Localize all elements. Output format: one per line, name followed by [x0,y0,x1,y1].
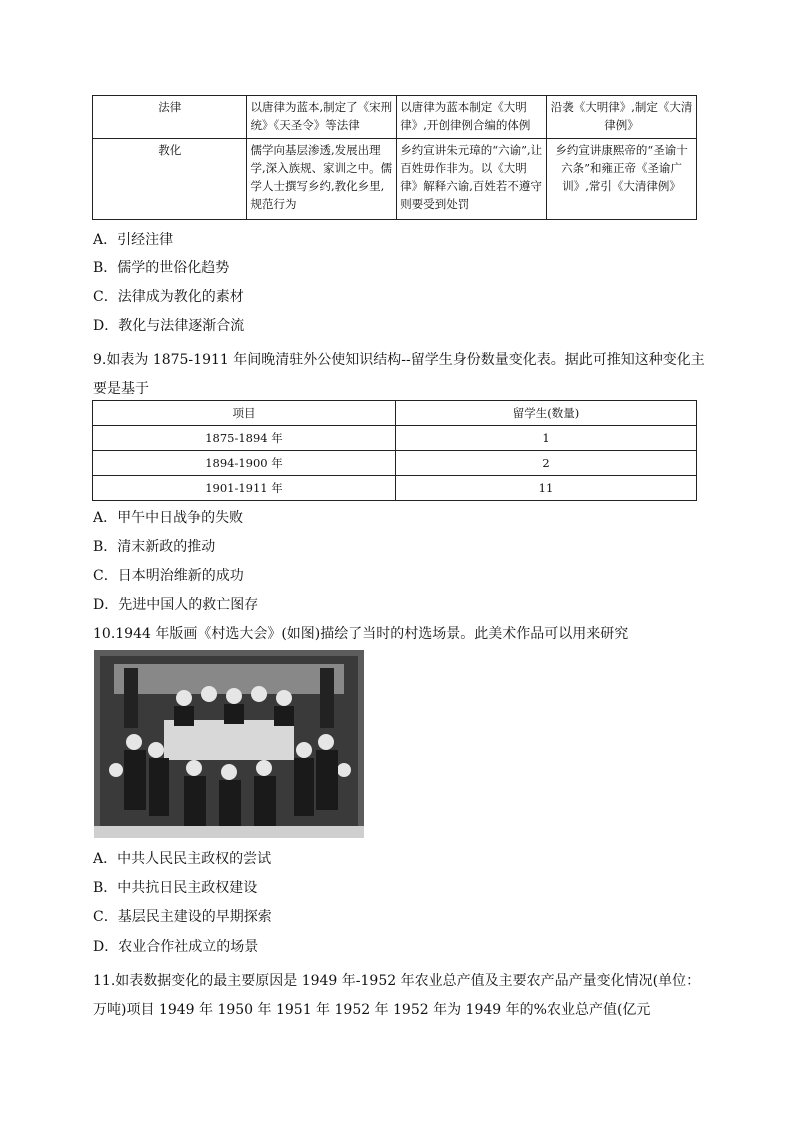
q11-stem: 11.如表数据变化的最主要原因是 1949 年-1952 年农业总产值及主要农产品产量变化情况(单位：万吨)项目 1949 年 1950 年 1951 年 1952 年 1952 年为 1949 年的%农业总产值(亿元 [93,973,701,1018]
table-cell: 1 [396,426,697,451]
law-education-table [92,95,697,220]
q8-option-c: C．法律成为教化的素材 [93,289,244,305]
table-row [93,139,697,220]
table-cell: 乡约宣讲康熙帝的“圣谕十六条”和雍正帝《圣谕广训》,常引《大清律例》 [547,139,697,220]
q9-option-a: A．甲午中日战争的失败 [93,510,244,526]
q9-option-d: D．先进中国人的救亡图存 [93,597,259,613]
table-cell: 法律 [93,96,247,139]
table-cell: 教化 [93,139,247,220]
table-row [93,451,697,476]
q9-option-b: B．清末新政的推动 [93,539,216,555]
table-row [93,476,697,501]
table-row [93,426,697,451]
table-cell: 11 [396,476,697,501]
q9-stem: 9.如表为 1875-1911 年间晚清驻外公使知识结构--留学生身份数量变化表。据此可推知这种变化主要是基于 [93,352,705,397]
table-cell: 2 [396,451,697,476]
table-cell: 以唐律为蓝本制定《大明律》,开创律例合编的体例 [397,96,547,139]
table-row [93,96,697,139]
table-cell: 乡约宣讲朱元璋的“六谕”,让百姓毋作非为。以《大明律》解释六谕,百姓若不遵守则要受到处罚 [397,139,547,220]
q8-option-a: A．引经注律 [93,232,174,248]
q10-option-c: C．基层民主建设的早期探索 [93,909,272,925]
envoy-students-table [92,400,697,501]
q8-option-d: D．教化与法律逐渐合流 [93,318,245,334]
table-cell: 儒学向基层渗透,发展出理学,深入族规、家训之中。儒学人士撰写乡约,教化乡里,规范行为 [247,139,397,220]
q10-option-d: D．农业合作社成立的场景 [93,939,259,955]
q8-option-b: B．儒学的世俗化趋势 [93,260,230,276]
table-cell: 1901-1911 年 [93,476,396,501]
q10-option-b: B．中共抗日民主政权建设 [93,880,258,896]
table-header: 留学生(数量) [396,401,697,426]
table-cell: 以唐律为蓝本,制定了《宋刑统》《天圣令》等法律 [247,96,397,139]
table-cell: 沿袭《大明律》,制定《大清律例》 [547,96,697,139]
woodcut-village-election-image [94,650,364,838]
table-header: 项目 [93,401,396,426]
q9-option-c: C．日本明治维新的成功 [93,568,244,584]
q10-stem: 10.1944 年版画《村选大会》(如图)描绘了当时的村选场景。此美术作品可以用来研究 [93,626,629,642]
table-header-row [93,401,697,426]
table-cell: 1875-1894 年 [93,426,396,451]
table-cell: 1894-1900 年 [93,451,396,476]
q10-option-a: A．中共人民民主政权的尝试 [93,851,272,867]
